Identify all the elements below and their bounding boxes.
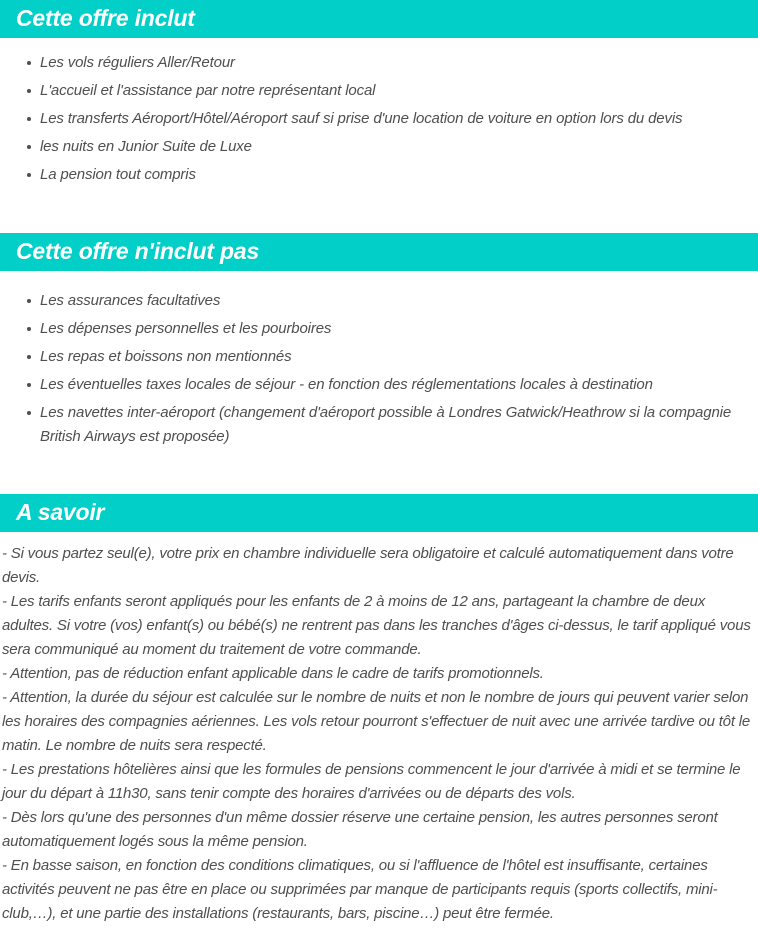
- info-paragraph: - Dès lors qu'une des personnes d'un même dossier réserve une certaine pension, les autres personnes seront automatiquement logés sous la même pension.: [2, 809, 718, 850]
- list-item-label: L'accueil et l'assistance par notre représentant local: [40, 82, 376, 99]
- list-item: [0, 401, 758, 449]
- list-item-label: Les assurances facultatives: [40, 292, 221, 309]
- list-item: [0, 373, 758, 397]
- list-item: [0, 51, 758, 75]
- section-gap: [0, 191, 758, 233]
- list-item-label: Les dépenses personnelles et les pourboires: [40, 320, 332, 337]
- list-item: [0, 107, 758, 131]
- footer-space: [0, 926, 758, 936]
- list-item: [0, 163, 758, 187]
- info-paragraph: - Les prestations hôtelières ainsi que les formules de pensions commencent le jour d'arrivée à midi et se termine le jour du départ à 11h30, sans tenir compte des horaires d'arrivées ou de départs des vols.: [2, 761, 741, 802]
- list-item: [0, 289, 758, 313]
- info-paragraph: - Les tarifs enfants seront appliqués pour les enfants de 2 à moins de 12 ans, partageant la chambre de deux adultes. Si votre (vos) enfant(s) ou bébé(s) ne rentrent pas dans les tranches d'âges ci-dessus, le tarif appliqué vous sera communiqué au moment du traitement de votre commande.: [2, 593, 751, 658]
- info-paragraph: - Si vous partez seul(e), votre prix en chambre individuelle sera obligatoire et calculé automatiquement dans votre devis.: [2, 545, 734, 586]
- excluded-list: [0, 271, 758, 449]
- section-title-excluded: Cette offre n'inclut pas: [16, 238, 260, 264]
- list-item-label: les nuits en Junior Suite de Luxe: [40, 138, 252, 155]
- list-item: [0, 79, 758, 103]
- info-paragraph: - En basse saison, en fonction des conditions climatiques, ou si l'affluence de l'hôtel est insuffisante, certaines activités peuvent ne pas être en place ou supprimées par manque de participants requis (sports collectifs, mini-club,…), et une partie des installations (restaurants, bars, piscine…) peut être fermée.: [2, 857, 718, 922]
- section-header-good-to-know: [0, 494, 758, 532]
- info-paragraph: - Attention, la durée du séjour est calculée sur le nombre de nuits et non le nombre de jours qui peuvent varier selon les horaires des compagnies aériennes. Les vols retour pourront s'effectuer de nuit avec une arrivée tardive ou tôt le matin. Le nombre de nuits sera respecté.: [2, 689, 751, 754]
- list-item: [0, 135, 758, 159]
- list-item: [0, 317, 758, 341]
- good-to-know-body: [0, 532, 758, 926]
- list-item-label: Les repas et boissons non mentionnés: [40, 348, 292, 365]
- info-paragraph: - Attention, pas de réduction enfant applicable dans le cadre de tarifs promotionnels.: [2, 665, 544, 682]
- list-item-label: Les navettes inter-aéroport (changement d'aéroport possible à Londres Gatwick/Heathrow si la compagnie British Airways est proposée): [40, 404, 732, 445]
- list-item-label: Les éventuelles taxes locales de séjour - en fonction des réglementations locales à destination: [40, 376, 653, 393]
- list-item-label: La pension tout compris: [40, 166, 196, 183]
- list-item: [0, 345, 758, 369]
- section-title-included: Cette offre inclut: [16, 5, 195, 31]
- section-header-included: [0, 0, 758, 38]
- included-list: [0, 38, 758, 187]
- section-gap: [0, 453, 758, 494]
- section-header-excluded: [0, 233, 758, 271]
- list-item-label: Les transferts Aéroport/Hôtel/Aéroport sauf si prise d'une location de voiture en option lors du devis: [40, 110, 683, 127]
- section-title-good-to-know: A savoir: [16, 499, 105, 525]
- list-item-label: Les vols réguliers Aller/Retour: [40, 54, 235, 71]
